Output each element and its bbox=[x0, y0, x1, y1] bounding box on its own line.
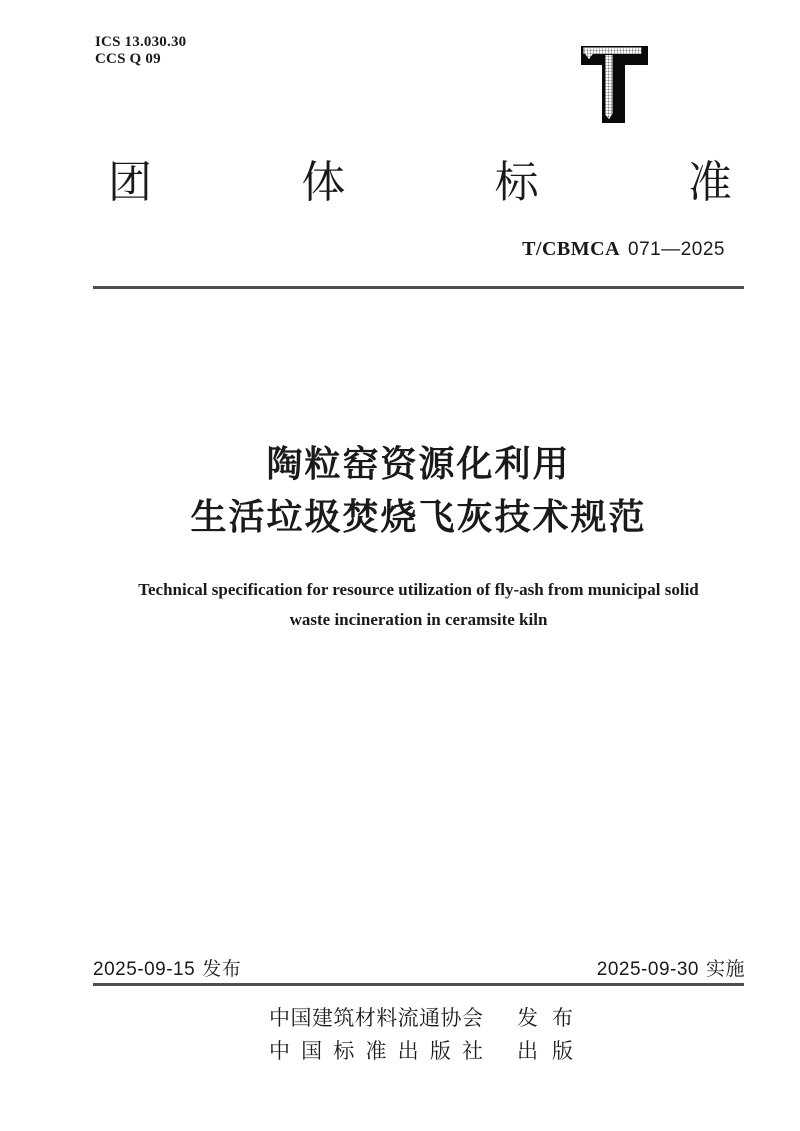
publisher-role: 发布 bbox=[517, 1006, 573, 1030]
standard-number-code: 071—2025 bbox=[628, 239, 725, 260]
ics-code: ICS 13.030.30 bbox=[95, 34, 187, 50]
press-name: 中国标准出版社 bbox=[269, 1039, 483, 1063]
issue-label: 发布 bbox=[202, 959, 242, 980]
issue-date-group bbox=[93, 954, 241, 981]
main-title-zh-line1: 陶粒窑资源化利用 bbox=[266, 443, 571, 484]
doc-type-char: 标 bbox=[494, 158, 539, 207]
classification-codes bbox=[95, 34, 186, 68]
main-title-zh-line2: 生活垃圾焚烧飞灰技术规范 bbox=[190, 496, 647, 537]
main-title-en-line2: waste incineration in ceramsite kiln bbox=[289, 610, 548, 629]
group-standard-t-logo-icon bbox=[581, 44, 648, 123]
press-row bbox=[93, 1033, 749, 1066]
implementation-date: 2025-09-30 bbox=[596, 959, 699, 980]
standard-number-prefix: T/CBMCA bbox=[522, 238, 621, 260]
implementation-date-group bbox=[597, 954, 745, 981]
issue-date: 2025-09-15 bbox=[93, 959, 196, 980]
publisher-name: 中国建筑材料流通协会 bbox=[269, 1006, 483, 1030]
doc-type-char: 准 bbox=[687, 158, 732, 207]
date-row bbox=[93, 954, 745, 981]
main-title-zh bbox=[93, 437, 744, 543]
doc-type-char: 体 bbox=[301, 158, 346, 207]
publisher-block bbox=[93, 1000, 749, 1066]
main-title-en bbox=[80, 575, 757, 635]
standard-number bbox=[93, 238, 725, 261]
ccs-code: CCS Q 09 bbox=[95, 51, 161, 67]
doc-type-char: 团 bbox=[108, 158, 152, 207]
bottom-rule-divider bbox=[93, 983, 744, 986]
top-rule-divider bbox=[93, 286, 744, 289]
doc-type-title bbox=[108, 159, 732, 209]
main-title-en-line1: Technical specification for resource utilization of fly-ash from municipal solid bbox=[138, 580, 699, 599]
press-role: 出版 bbox=[517, 1039, 573, 1063]
implementation-label: 实施 bbox=[705, 959, 745, 980]
publisher-row bbox=[93, 1000, 749, 1033]
